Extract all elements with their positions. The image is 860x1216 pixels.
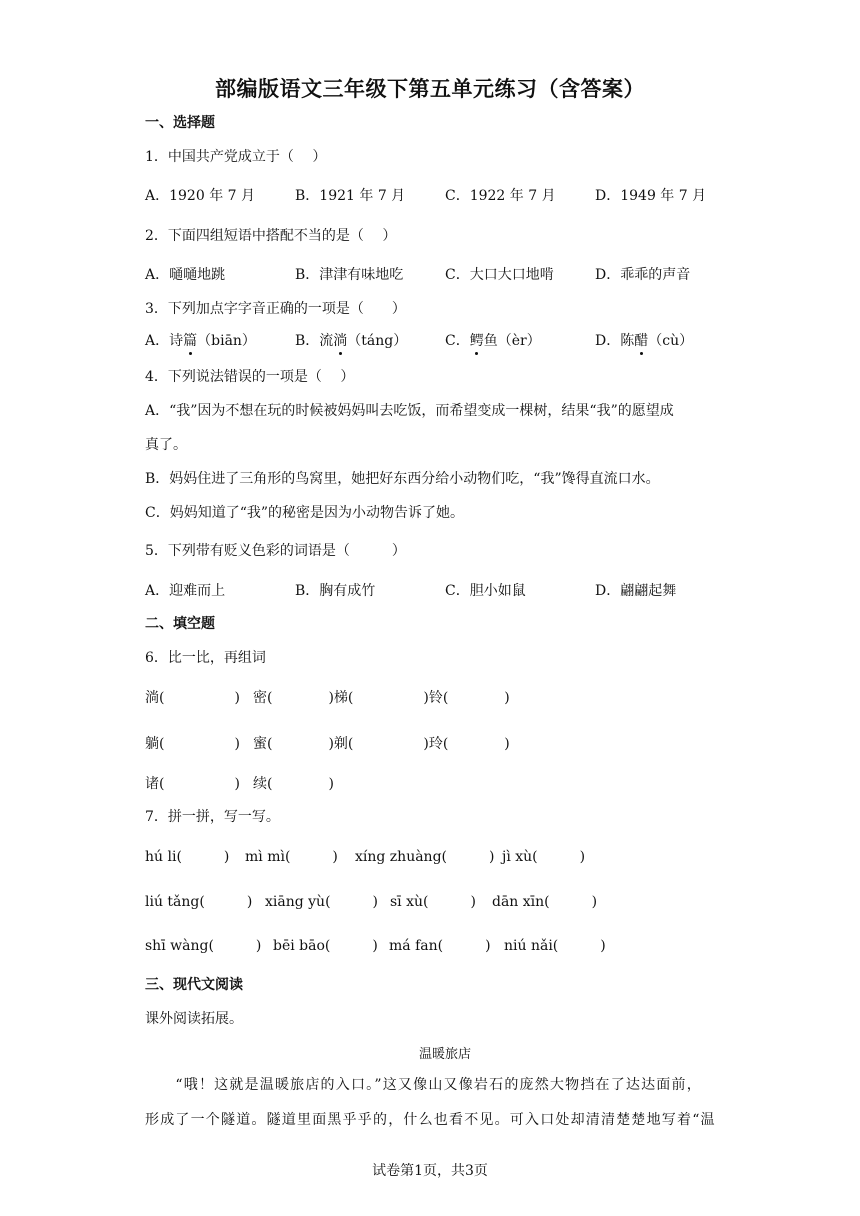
q6-row-2-blank-1: 躺( ) [145,736,240,752]
q7-row-3-item-2: bēi bāo( ) [273,938,378,954]
option-b-dotted-char: 淌 [333,330,347,350]
q7-row-2-item-4: dān xīn( ) [492,894,598,910]
option-c-pinyin: 鱼（èr） [483,333,541,349]
option-d-dotted-char: 醋 [634,330,648,350]
question-5-stem: 5．下列带有贬义色彩的词语是（ ） [145,543,406,559]
q7-row-2-item-3: sī xù( ) [390,894,476,910]
option-d-pinyin: （cù） [648,333,694,349]
question-4-option-b: B．妈妈住进了三角形的鸟窝里，她把好东西分给小动物们吃，“我”馋得直流口水。 [145,471,660,487]
q7-row-1-item-4: jì xù( ) [502,849,586,865]
q7-row-1-item-3: xíng zhuàng( ) [355,849,495,865]
option-c-dotted-char: 鳄 [470,330,484,350]
question-4-option-c: C．妈妈知道了“我”的秘密是因为小动物告诉了她。 [145,505,465,521]
page-title: 部编版语文三年级下第五单元练习（含答案） [215,77,645,101]
section-heading-fill: 二、填空题 [145,616,215,632]
question-1-option-a: A．1920 年 7 月 [145,188,255,204]
question-4-option-a-line-1: A．“我”因为不想在玩的时候被妈妈叫去吃饭，而希望变成一棵树，结果“我”的愿望成 [145,403,674,419]
q7-row-2-item-2: xiāng yù( ) [265,894,378,910]
q6-row-2-blanks: 蜜( )剃( )玲( ) [253,736,510,752]
reading-intro: 课外阅读拓展。 [145,1011,243,1027]
q7-row-3-item-3: má fan( ) [389,938,491,954]
question-1-option-b: B．1921 年 7 月 [295,188,406,204]
option-a-pinyin: （biān） [197,333,256,349]
question-5-option-b: B．胸有成竹 [295,583,376,599]
question-4-stem: 4．下列说法错误的一项是（ ） [145,369,355,385]
passage-line-2: 形成了一个隧道。隧道里面黑乎乎的，什么也看不见。可入口处却清清楚楚地写着“温 [145,1112,716,1128]
section-heading-choice: 一、选择题 [145,115,215,131]
question-1-option-c: C．1922 年 7 月 [445,188,556,204]
q7-row-1-item-1: hú li( ) [145,849,230,865]
question-5-option-a: A．迎难而上 [145,583,226,599]
question-2-option-c: C．大口大口地啃 [445,267,554,283]
question-5-option-d: D．翩翩起舞 [595,583,677,599]
option-b-prefix: B．流 [295,333,334,349]
q6-row-1-blank-1: 淌( ) [145,690,240,706]
passage-title: 温暖旅店 [418,1047,471,1062]
question-1-stem: 1．中国共产党成立于（ ） [145,149,327,165]
question-3-option-d [595,330,693,350]
question-2-stem: 2．下面四组短语中搭配不当的是（ ） [145,228,397,244]
option-c-prefix: C． [445,333,470,349]
passage-line-1: “哦！这就是温暖旅店的入口。”这又像山又像岩石的庞然大物挡在了达达面前， [145,1077,702,1093]
q6-row-1-blanks: 密( )梯( )铃( ) [253,690,510,706]
question-2-option-a: A．嗵嗵地跳 [145,267,226,283]
section-heading-reading: 三、现代文阅读 [145,977,243,993]
question-4-option-a-line-2: 真了。 [145,437,187,453]
q7-row-3-item-4: niú nǎi( ) [504,938,606,954]
option-b-pinyin: （táng） [347,333,408,349]
question-7-stem: 7．拼一拼，写一写。 [145,809,280,825]
option-a-prefix: A．诗 [145,333,184,349]
q7-row-2-item-1: liú tǎng( ) [145,894,253,910]
page-footer: 试卷第1页，共3页 [372,1163,488,1179]
option-d-prefix: D．陈 [595,333,635,349]
q7-row-1-item-2: mì mì( ) [245,849,338,865]
q7-row-3-item-1: shī wàng( ) [145,938,262,954]
question-3-option-c [445,330,541,350]
q6-row-3-blanks: 续( ) [253,776,334,792]
question-6-stem: 6．比一比，再组词 [145,650,266,666]
question-5-option-c: C．胆小如鼠 [445,583,526,599]
q6-row-3-blank-1: 诸( ) [145,776,240,792]
question-3-stem: 3．下列加点字字音正确的一项是（ ） [145,301,406,317]
question-1-option-d: D．1949 年 7 月 [595,188,707,204]
question-2-option-d: D．乖乖的声音 [595,267,691,283]
option-a-dotted-char: 篇 [183,330,197,350]
question-3-option-b [295,330,407,350]
question-2-option-b: B．津津有味地吃 [295,267,404,283]
question-3-option-a [145,330,256,350]
